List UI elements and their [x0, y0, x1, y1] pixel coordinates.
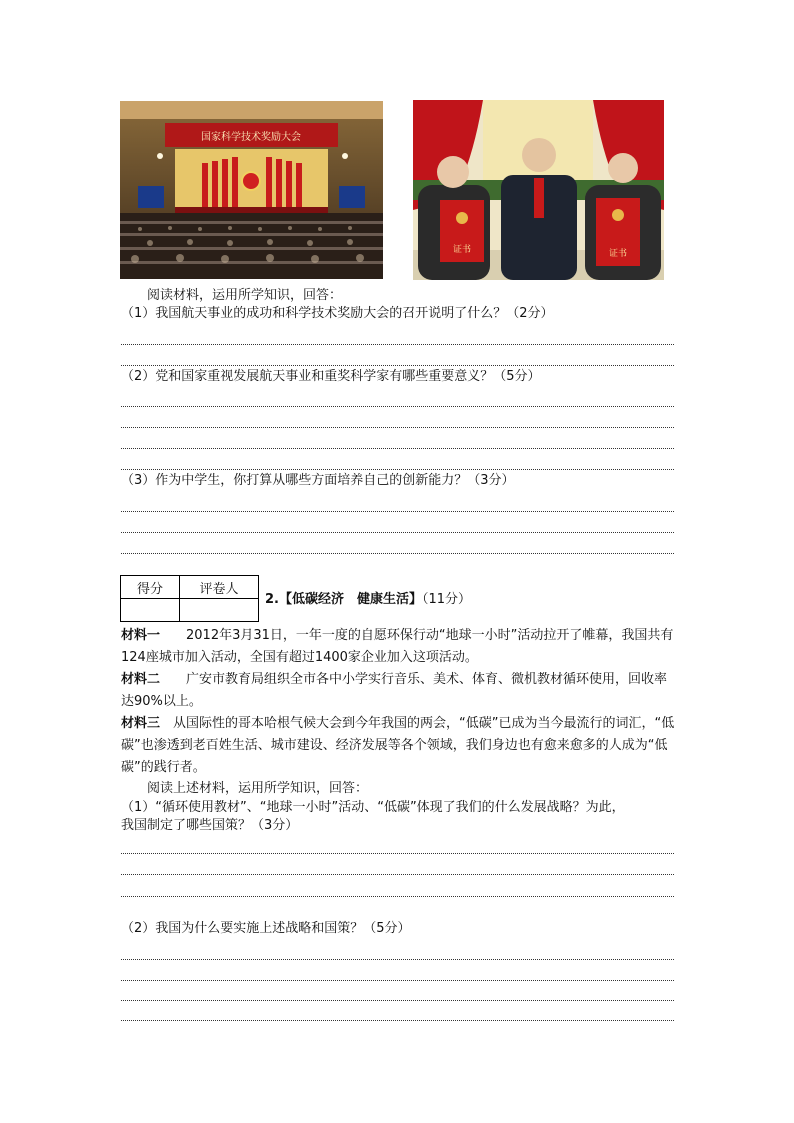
answer-line[interactable] [121, 448, 674, 449]
material-1 [121, 625, 677, 669]
answer-line[interactable] [121, 427, 674, 428]
award-conference-photo [120, 101, 383, 279]
material-1-text: 2012年3月31日，一年一度的自愿环保行动“地球一小时”活动拉开了帷幕，我国共有124座城市加入活动，全国有超过1400家企业加入这项活动。 [121, 628, 674, 665]
award-ceremony-photo [413, 100, 664, 280]
answer-line[interactable] [121, 1020, 674, 1021]
certificate-right-text: 证书 [608, 249, 628, 259]
score-table [120, 575, 259, 622]
section2-heading [265, 591, 471, 609]
section1-question-3: （3）作为中学生，你打算从哪些方面培养自己的创新能力？（3分） [121, 473, 515, 488]
answer-line[interactable] [121, 553, 674, 554]
answer-line[interactable] [121, 532, 674, 533]
certificate-left-text: 证书 [452, 245, 472, 255]
material-1-tag: 材料一 [121, 628, 161, 643]
answer-line[interactable] [121, 853, 674, 854]
score-header: 得分 [121, 576, 180, 599]
answer-line[interactable] [121, 344, 674, 345]
section2-intro: 阅读上述材料，运用所学知识，回答： [147, 781, 369, 796]
answer-line[interactable] [121, 980, 674, 981]
material-3 [121, 713, 677, 779]
conference-hall-image [120, 101, 383, 279]
answer-line[interactable] [121, 1000, 674, 1001]
grader-header: 评卷人 [180, 576, 259, 599]
section1-question-2: （2）党和国家重视发展航天事业和重奖科学家有哪些重要意义？（5分） [121, 369, 541, 384]
answer-line[interactable] [121, 959, 674, 960]
answer-line[interactable] [121, 896, 674, 897]
answer-line[interactable] [121, 365, 674, 366]
section2-title: 【低碳经济 健康生活】 [278, 592, 422, 607]
section2-question-1-line-1: （1）“循环使用教材”、“地球一小时”活动、“低碳”体现了我们的什么发展战略？为此， [121, 800, 625, 815]
section1-question-1: （1）我国航天事业的成功和科学技术奖励大会的召开说明了什么？（2分） [121, 306, 554, 321]
section2-number: 2. [265, 592, 279, 607]
answer-line[interactable] [121, 511, 674, 512]
hall-banner-text: 国家科学技术奖励大会 [201, 132, 301, 143]
material-2 [121, 669, 677, 713]
answer-line[interactable] [121, 874, 674, 875]
section1-intro: 阅读材料，运用所学知识，回答： [147, 288, 343, 303]
answer-line[interactable] [121, 406, 674, 407]
grader-cell[interactable] [180, 599, 259, 622]
material-3-tag: 材料三 [121, 716, 161, 731]
section2-question-2: （2）我国为什么要实施上述战略和国策？（5分） [121, 921, 411, 936]
ceremony-image [413, 100, 664, 280]
section2-points: （11分） [422, 592, 472, 607]
material-3-text: 从国际性的哥本哈根气候大会到今年我国的两会，“低碳”已成为当今最流行的词汇，“低碳”也渗透到老百姓生活、城市建设、经济发展等各个领域，我们身边也有愈来愈多的人成为“低碳”的践行者。 [121, 716, 675, 775]
material-2-text: 广安市教育局组织全市各中小学实行音乐、美术、体育、微机教材循环使用，回收率达90%以上。 [121, 672, 668, 709]
answer-line[interactable] [121, 469, 674, 470]
material-2-tag: 材料二 [121, 672, 161, 687]
score-cell[interactable] [121, 599, 180, 622]
section2-question-1-line-2: 我国制定了哪些国策？（3分） [121, 818, 299, 833]
